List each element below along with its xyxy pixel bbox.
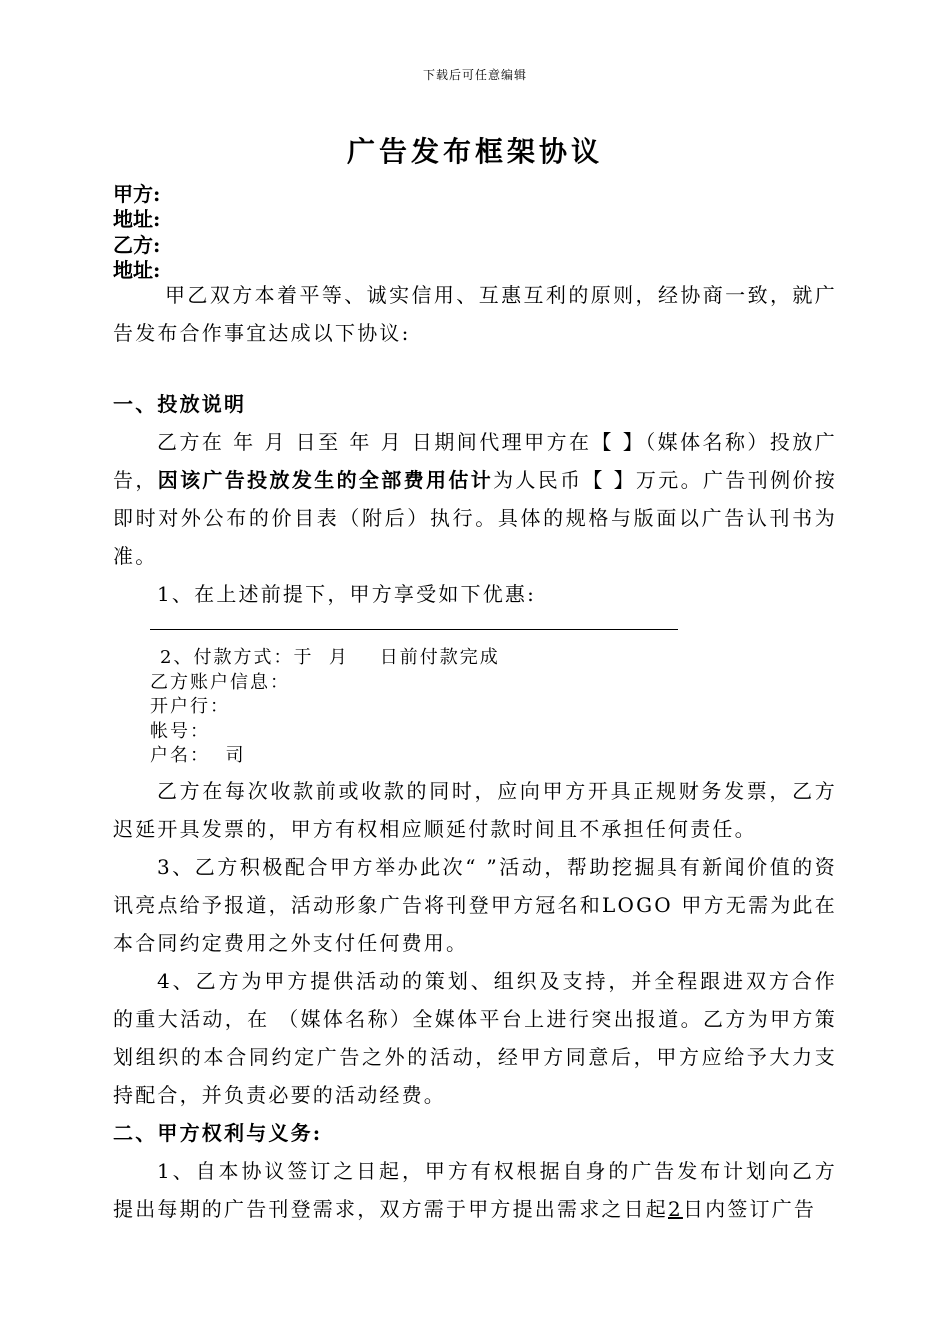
section-2-item-1-text-b: 日内签订广告 <box>682 1197 817 1221</box>
section-2-item-1 <box>113 1152 837 1228</box>
section-1-p1-text-a: 乙方在 年 月 日至 年 月 日期间代理甲方在【 】（媒体名称）投放广告， <box>113 430 837 492</box>
payment-terms: 2、付款方式：于 月 日前付款完成 <box>160 647 500 668</box>
page-header-note: 下载后可任意编辑 <box>422 68 527 82</box>
section-2-item-1-days: 2 <box>668 1197 683 1221</box>
bank-label: 开户行： <box>150 696 230 717</box>
section-1 <box>113 385 837 613</box>
party-b-address-label: 地址: <box>113 258 161 282</box>
section-1-item-4: 4、乙方为甲方提供活动的策划、组织及支持，并全程跟进双方合作的重大活动，在 （媒体名称）全媒体平台上进行突出报道。乙方为甲方策划组织的本合同约定广告之外的活动，经甲方同意后，甲方应给予大力支持配合，并负责必要的活动经费。 <box>113 969 837 1107</box>
account-info-label: 乙方账户信息： <box>150 671 290 693</box>
document-title: 广告发布框架协议 <box>346 135 603 168</box>
section-2-heading: 二、甲方权利与义务: <box>113 1121 323 1145</box>
party-a-address-label: 地址: <box>113 207 161 231</box>
intro-paragraph <box>113 276 837 352</box>
section-1-item-3: 3、乙方积极配合甲方举办此次“ ”活动，帮助挖掘具有新闻价值的资讯亮点给予报道，活动形象广告将刊登甲方冠名和LOGO 甲方无需为此在本合同约定费用之外支付任何费用。 <box>113 855 837 955</box>
section-1-paragraph-1 <box>113 423 837 575</box>
account-number-label: 帐号： <box>150 720 210 742</box>
section-1-continued <box>113 772 837 1228</box>
blank-fill-line <box>150 629 678 630</box>
section-1-heading: 一、投放说明 <box>113 392 247 416</box>
intro-text: 甲乙双方本着平等、诚实信用、互惠互利的原则，经协商一致，就广告发布合作事宜达成以下协议: <box>113 283 837 345</box>
party-a-label: 甲方: <box>113 182 161 206</box>
account-name-label: 户名： 司 <box>150 745 246 766</box>
payment-block <box>150 646 500 769</box>
section-2-item-1-text-a: 1、自本协议签订之日起，甲方有权根据自身的广告发布计划向乙方提出每期的广告刊登需求，双方需于甲方提出需求之日起 <box>113 1159 837 1221</box>
section-1-p1-bold: 因该广告投放发生的全部费用估计 <box>157 468 494 492</box>
invoice-paragraph: 乙方在每次收款前或收款的同时，应向甲方开具正规财务发票，乙方迟延开具发票的，甲方有权相应顺延付款时间且不承担任何责任。 <box>113 779 837 841</box>
section-1-item-1: 1、在上述前提下，甲方享受如下优惠: <box>157 582 537 606</box>
section-1-p1-text-b: 为人民币【 】万元。广告刊例价按即时对外公布的价目表（附后）执行。具体的规格与版面以广告认刊书为准。 <box>113 468 837 568</box>
party-b-label: 乙方: <box>113 233 161 257</box>
